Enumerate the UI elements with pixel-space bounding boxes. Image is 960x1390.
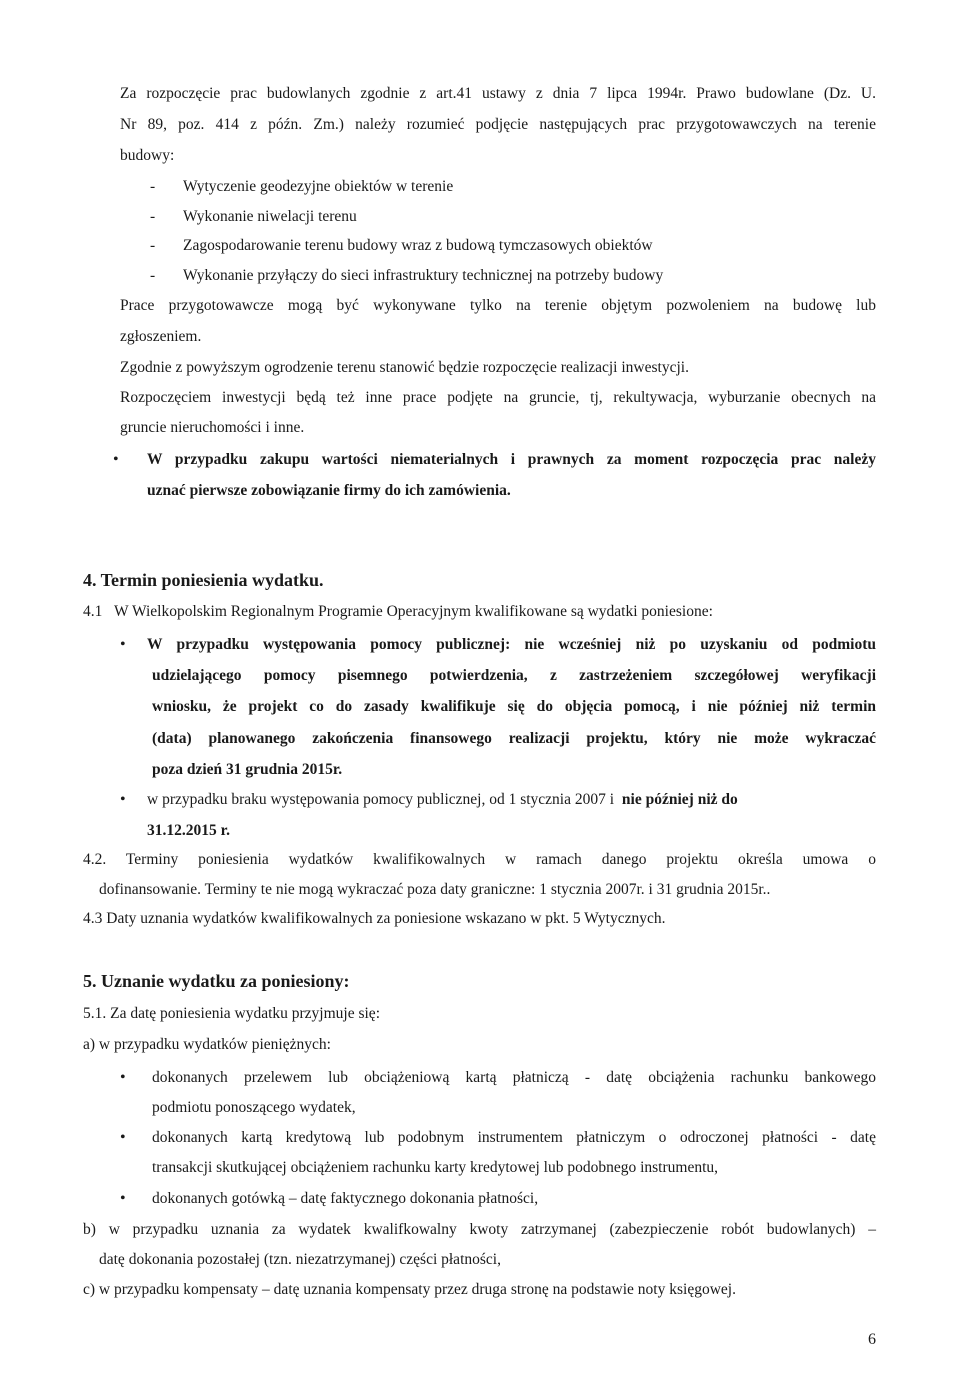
p42-line-1: 4.2. Terminy poniesienia wydatków kwalifikowalnych w ramach danego projektu określa umowa o xyxy=(83,851,876,868)
rozpoczeciem-line-1: Rozpoczęciem inwestycji będą też inne prace podjęte na gruncie, tj, rekultywacja, wyburzanie obecnych na xyxy=(120,389,876,406)
p43-text: 4.3 Daty uznania wydatków kwalifikowalnych za poniesione wskazano w pkt. 5 Wytycznych. xyxy=(83,910,666,927)
intangible-line-2: uznać pierwsze zobowiązanie firmy do ich zamówienia. xyxy=(147,482,511,499)
bullet-marker: • xyxy=(113,451,119,468)
p41-number: 4.1 xyxy=(83,603,103,620)
dash-item: Wykonanie niwelacji terenu xyxy=(183,208,357,225)
a-bullet-3-line-1: dokonanych gotówką – datę faktycznego dokonania płatności, xyxy=(152,1190,539,1207)
intro-line-3: budowy: xyxy=(120,147,175,164)
dash-marker: - xyxy=(150,267,156,284)
no-aid-line-1 xyxy=(147,790,738,810)
intangible-line-1: W przypadku zakupu wartości niematerialnych i prawnych za moment rozpoczęcia prac należy xyxy=(147,451,876,468)
public-aid-line-5: poza dzień 31 grudnia 2015r. xyxy=(152,761,343,778)
intro-line-2: Nr 89, poz. 414 z późn. Zm.) należy rozumieć podjęcie następujących prac przygotowawczych na terenie xyxy=(120,116,876,133)
a-bullet-2-line-1: dokonanych kartą kredytową lub podobnym instrumentem płatniczym o odroczonej płatności - datę xyxy=(152,1129,876,1146)
bullet-marker: • xyxy=(120,1129,126,1146)
a-bullet-1-line-2: podmiotu ponoszącego wydatek, xyxy=(152,1099,356,1116)
bullet-marker: • xyxy=(120,636,126,653)
bullet-marker: • xyxy=(120,791,126,808)
dash-marker: - xyxy=(150,178,156,195)
section-4-heading: 4. Termin poniesienia wydatku. xyxy=(83,570,324,590)
dash-item: Zagospodarowanie terenu budowy wraz z budową tymczasowych obiektów xyxy=(183,237,653,254)
prace-line-2: zgłoszeniem. xyxy=(120,328,202,345)
c-text: c) w przypadku kompensaty – datę uznania kompensaty przez druga stronę na podstawie noty księgowej. xyxy=(83,1281,736,1298)
intro-line-1: Za rozpoczęcie prac budowlanych zgodnie z art.41 ustawy z dnia 7 lipca 1994r. Prawo budowlane (Dz. U. xyxy=(120,85,876,102)
p41-text: W Wielkopolskim Regionalnym Programie Operacyjnym kwalifikowane są wydatki poniesione: xyxy=(114,603,713,620)
a-bullet-1-line-1: dokonanych przelewem lub obciążeniową kartą płatniczą - datę obciążenia rachunku bankowego xyxy=(152,1069,876,1086)
public-aid-line-1: W przypadku występowania pomocy publicznej: nie wcześniej niż po uzyskaniu od podmiotu xyxy=(147,636,876,653)
p51-text: 5.1. Za datę poniesienia wydatku przyjmuje się: xyxy=(83,1005,380,1022)
a-label: a) w przypadku wydatków pieniężnych: xyxy=(83,1036,331,1053)
rozpoczeciem-line-2: gruncie nieruchomości i inne. xyxy=(120,419,305,436)
public-aid-line-3: wniosku, że projekt co do zasady kwalifikuje się do objęcia pomocą, i nie później niż termin xyxy=(152,698,876,715)
no-aid-text-bold: nie później niż do xyxy=(621,791,738,808)
p42-line-2: dofinansowanie. Terminy te nie mogą wykraczać poza daty graniczne: 1 stycznia 2007r. i 31 grudnia 2015r.. xyxy=(99,881,771,898)
dash-marker: - xyxy=(150,237,156,254)
a-bullet-2-line-2: transakcji skutkującej obciążeniem rachunku karty kredytowej lub podobnego instrumentu, xyxy=(152,1159,719,1176)
public-aid-line-2: udzielającego pomocy pisemnego potwierdzenia, z zastrzeżeniem szczegółowej weryfikacji xyxy=(152,667,876,684)
b-line-2: datę dokonania pozostałej (tzn. niezatrzymanej) części płatności, xyxy=(99,1251,501,1268)
dash-item: Wytyczenie geodezyjne obiektów w terenie xyxy=(183,178,454,195)
dash-marker: - xyxy=(150,208,156,225)
public-aid-line-4: (data) planowanego zakończenia finansowego realizacji projektu, który nie może wykraczać xyxy=(152,730,876,747)
prace-line-1: Prace przygotowawcze mogą być wykonywane tylko na terenie objętym pozwoleniem na budowę lub xyxy=(120,297,876,314)
section-5-heading: 5. Uznanie wydatku za poniesiony: xyxy=(83,971,350,991)
no-aid-line-2: 31.12.2015 r. xyxy=(147,822,230,839)
bullet-marker: • xyxy=(120,1190,126,1207)
page-number: 6 xyxy=(868,1331,876,1348)
no-aid-text-normal: w przypadku braku występowania pomocy publicznej, od 1 stycznia 2007 i xyxy=(147,791,615,808)
b-line-1: b) w przypadku uznania za wydatek kwalifkowalny kwoty zatrzymanej (zabezpieczenie robót budowlanych) – xyxy=(83,1221,876,1238)
zgodnie-paragraph: Zgodnie z powyższym ogrodzenie terenu stanowić będzie rozpoczęcie realizacji inwestycji. xyxy=(120,359,689,376)
dash-item: Wykonanie przyłączy do sieci infrastruktury technicznej na potrzeby budowy xyxy=(183,267,664,284)
bullet-marker: • xyxy=(120,1069,126,1086)
